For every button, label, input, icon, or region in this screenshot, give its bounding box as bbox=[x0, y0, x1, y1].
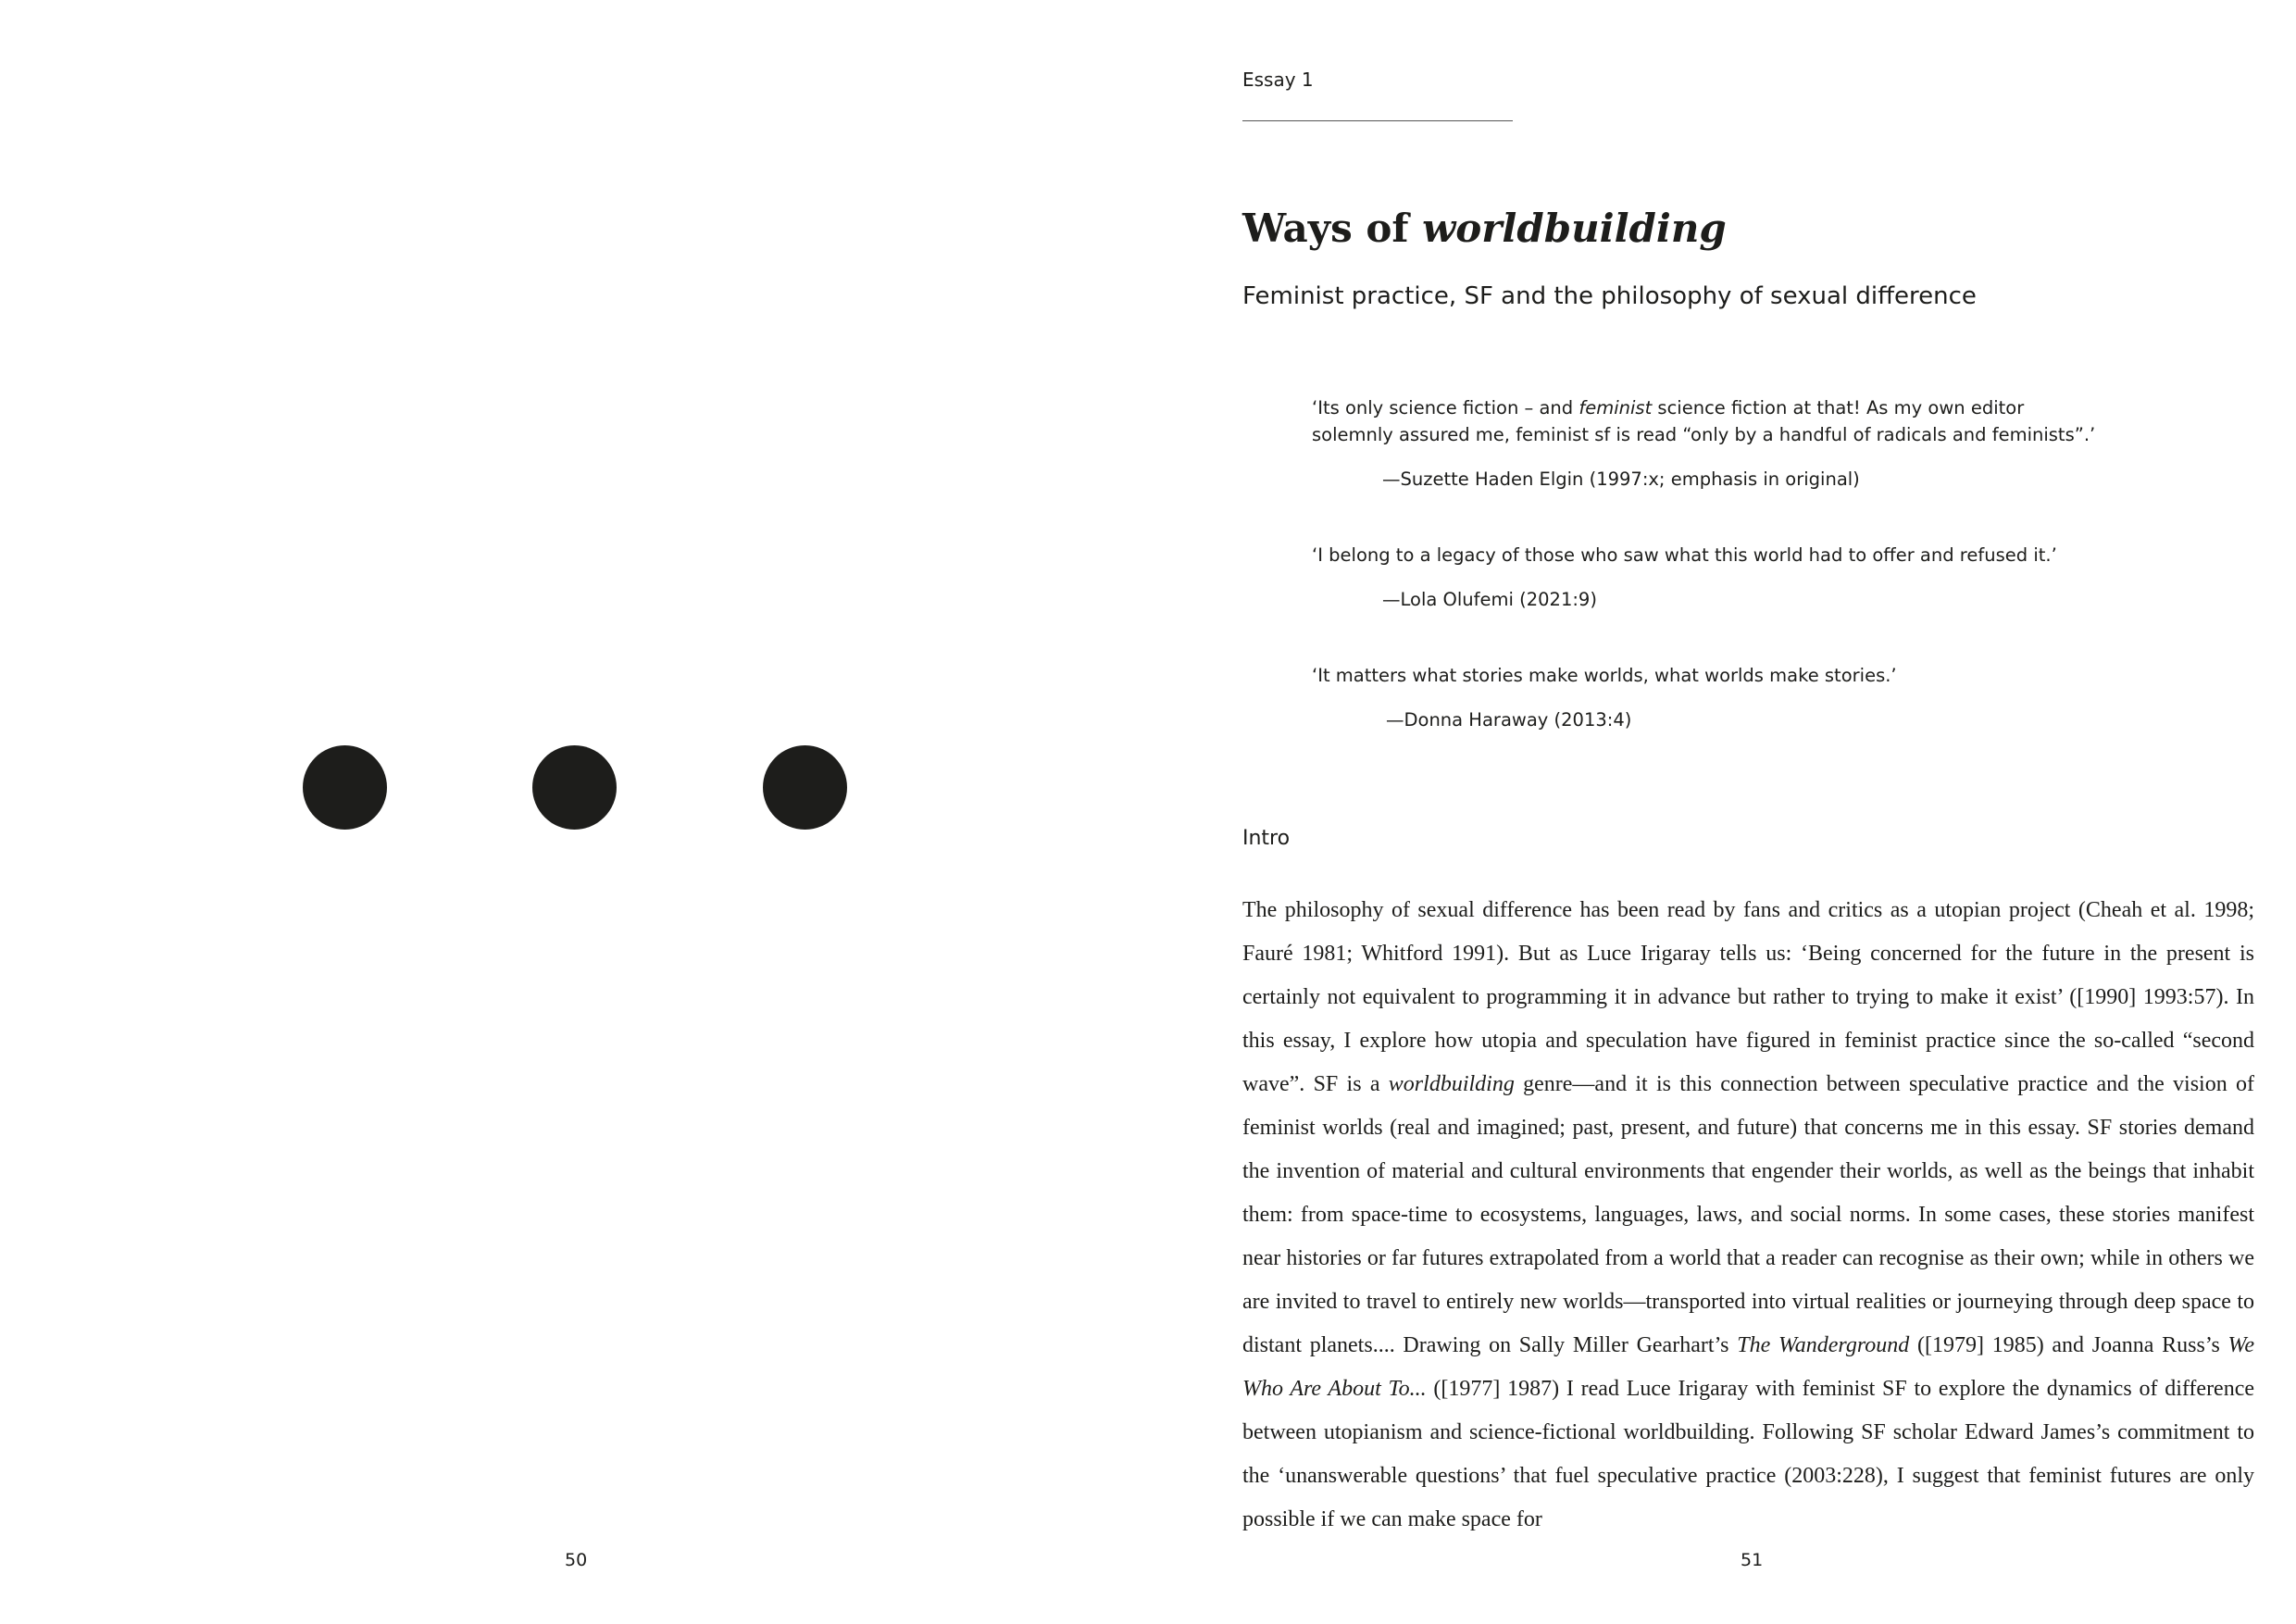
epigraph-2-attribution: —Lola Olufemi (2021:9) bbox=[1382, 589, 1597, 610]
essay-subtitle: Feminist practice, SF and the philosophy of sexual difference bbox=[1242, 282, 1977, 310]
epigraph-1-line-1 bbox=[1312, 394, 2145, 421]
page-number-right: 51 bbox=[1741, 1550, 1764, 1570]
body-text-2: genre—and it is this connection between speculative practice and the vision of feminist worlds (real and imagined; past, present, and future) that concerns me in this essay. SF stories demand the invention of material and cultural environments that engender their worlds, as well as the beings that inhabit them: from space-time to ecosystems, languages, laws, and social norms. In some cases, these stories manifest near histories or far futures extrapolated from a world that a reader can recognise as their own; while in others we are invited to travel to entirely new worlds—transported into virtual realities or journeying through deep space to distant planets.... Drawing on Sally Miller Gearhart’s bbox=[1242, 1072, 2254, 1357]
epigraph-3-attribution: —Donna Haraway (2013:4) bbox=[1386, 709, 1632, 731]
dot-3 bbox=[763, 745, 847, 830]
body-book-title-1: The Wanderground bbox=[1737, 1333, 1910, 1357]
page-number-left: 50 bbox=[565, 1550, 588, 1570]
right-page bbox=[1148, 0, 2296, 1624]
epigraph-1-attribution: —Suzette Haden Elgin (1997:x; emphasis in original) bbox=[1382, 468, 1860, 490]
epigraph-2-text: ‘I belong to a legacy of those who saw what this world had to offer and refused it.’ bbox=[1312, 544, 2057, 566]
body-emphasis-1: worldbuilding bbox=[1388, 1072, 1515, 1096]
dot-2 bbox=[532, 745, 617, 830]
body-book-title-2: We Who Are About To... bbox=[1242, 1333, 2254, 1401]
body-text-1: The philosophy of sexual difference has been read by fans and critics as a utopian project (Cheah et al. 1998; Fauré 1981; Whitford 1991). But as Luce Irigaray tells us: ‘Being concerned for the future in the present is certainly not equivalent to programming it in advance but rather to trying to make it exist’ ([1990] 1993:57). In this essay, I explore how utopia and speculation have figured in feminist practice since the so-called “second wave”. SF is a bbox=[1242, 898, 2254, 1096]
dot-1 bbox=[303, 745, 387, 830]
epigraphs bbox=[1312, 394, 2145, 733]
title-italic: worldbuilding bbox=[1422, 206, 1727, 251]
title-plain: Ways of bbox=[1242, 206, 1423, 251]
essay-title bbox=[1242, 206, 1727, 251]
body-paragraph bbox=[1242, 889, 2254, 1542]
body-text-3: ([1979] 1985) and Joanna Russ’s bbox=[1909, 1333, 2228, 1357]
section-heading-intro: Intro bbox=[1242, 827, 1291, 850]
three-dots-ornament bbox=[0, 745, 1148, 831]
epigraph-1-text-b: science fiction at that! As my own editor bbox=[1652, 397, 2025, 418]
body-text-4: ([1977] 1987) I read Luce Irigaray with feminist SF to explore the dynamics of difference between utopianism and science-fictional worldbuilding. Following SF scholar Edward James’s commitment to the ‘unanswerable questions’ that fuel speculative practice (2003:228), I suggest that feminist futures are only possible if we can make space for bbox=[1242, 1377, 2255, 1531]
header-rule bbox=[1242, 120, 1513, 121]
epigraph-1-emphasis: feminist bbox=[1578, 397, 1653, 418]
epigraph-1-line-2: solemnly assured me, feminist sf is read “only by a handful of radicals and feminists”.’ bbox=[1312, 424, 2096, 445]
epigraph-3-text: ‘It matters what stories make worlds, what worlds make stories.’ bbox=[1312, 665, 1897, 686]
running-head: Essay 1 bbox=[1242, 69, 1314, 91]
epigraph-1-text-a: ‘Its only science fiction – and bbox=[1312, 397, 1579, 418]
